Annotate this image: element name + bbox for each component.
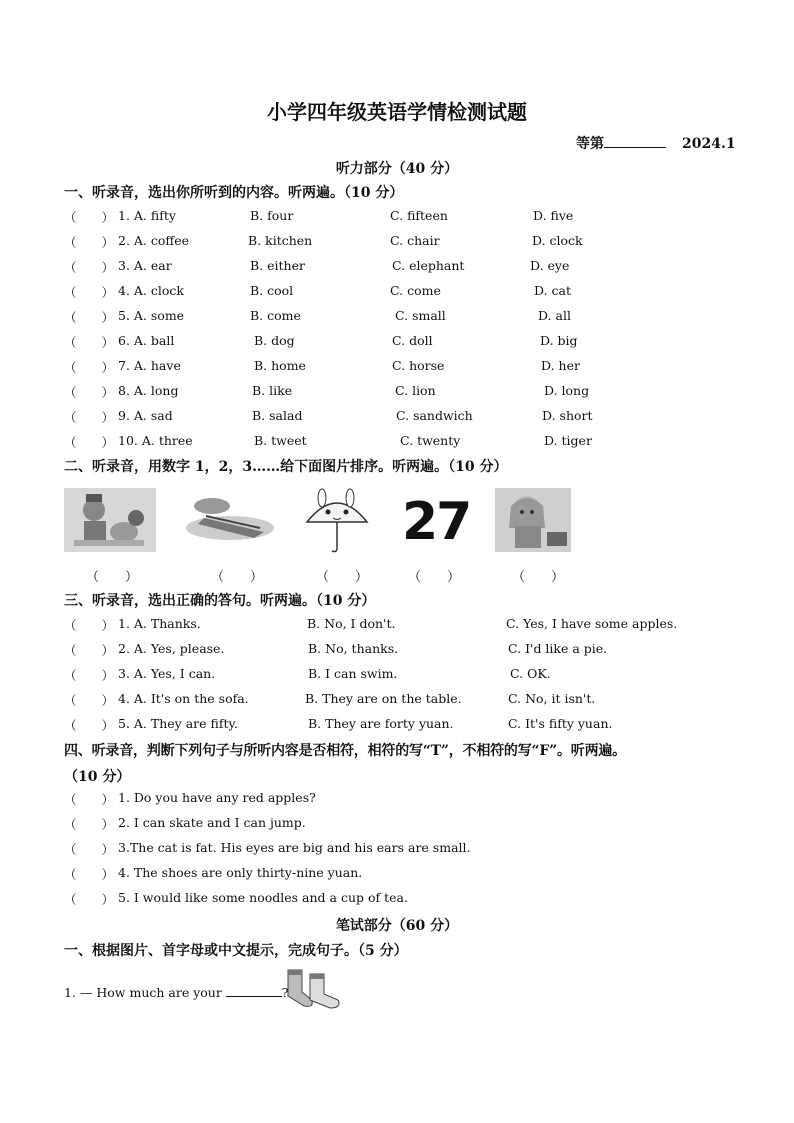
statement-text: 4. The shoes are only thirty-nine yuan. bbox=[118, 865, 363, 880]
socks-picture bbox=[280, 966, 344, 1012]
option-a: 10. A. three bbox=[118, 433, 193, 448]
picture5-answer[interactable]: （ ） bbox=[512, 570, 565, 585]
answer-bracket[interactable]: （ ） bbox=[64, 892, 115, 907]
answer-bracket[interactable]: （ ） bbox=[64, 285, 115, 300]
option-c: C. OK. bbox=[510, 666, 551, 681]
answer-bracket[interactable]: （ ） bbox=[64, 310, 115, 325]
option-a: 9. A. sad bbox=[118, 408, 173, 423]
option-d: D. cat bbox=[534, 283, 571, 298]
option-a: 1. A. Thanks. bbox=[118, 616, 201, 631]
option-a: 4. A. clock bbox=[118, 283, 184, 298]
page-title: 小学四年级英语学情检测试题 bbox=[267, 100, 527, 124]
food-plate-picture bbox=[184, 488, 276, 552]
option-c: C. fifteen bbox=[390, 208, 448, 223]
option-c: C. Yes, I have some apples. bbox=[506, 616, 678, 631]
cartoon-lion-picture bbox=[64, 488, 156, 552]
option-d: D. five bbox=[533, 208, 574, 223]
option-c: C. horse bbox=[392, 358, 445, 373]
answer-bracket[interactable]: （ ） bbox=[64, 435, 115, 450]
grade-and-date bbox=[576, 133, 736, 153]
option-a: 3. A. ear bbox=[118, 258, 172, 273]
option-c: C. It's fifty yuan. bbox=[508, 716, 613, 731]
option-a: 3. A. Yes, I can. bbox=[118, 666, 216, 681]
grade-label: 等第 bbox=[576, 136, 604, 152]
option-b: B. kitchen bbox=[248, 233, 313, 248]
option-b: B. No, I don't. bbox=[307, 616, 396, 631]
option-c: C. doll bbox=[392, 333, 433, 348]
picture2-answer[interactable]: （ ） bbox=[211, 570, 264, 585]
number-27-picture: 27 bbox=[402, 492, 471, 552]
option-c: C. No, it isn't. bbox=[508, 691, 596, 706]
option-c: C. come bbox=[390, 283, 441, 298]
answer-bracket[interactable]: （ ） bbox=[64, 335, 115, 350]
answer-bracket[interactable]: （ ） bbox=[64, 410, 115, 425]
answer-bracket[interactable]: （ ） bbox=[64, 385, 115, 400]
option-b: B. cool bbox=[250, 283, 294, 298]
answer-bracket[interactable]: （ ） bbox=[64, 618, 115, 633]
option-d: D. eye bbox=[530, 258, 570, 273]
answer-bracket[interactable]: （ ） bbox=[64, 235, 115, 250]
section5-heading: 一、根据图片、首字母或中文提示，完成句子。（5 分） bbox=[64, 943, 408, 959]
option-b: B. four bbox=[250, 208, 294, 223]
option-a: 1. A. fifty bbox=[118, 208, 176, 223]
option-c: C. sandwich bbox=[396, 408, 473, 423]
answer-bracket[interactable]: （ ） bbox=[64, 210, 115, 225]
option-a: 2. A. coffee bbox=[118, 233, 190, 248]
statement-text: 2. I can skate and I can jump. bbox=[118, 815, 306, 830]
question-1-blank[interactable] bbox=[226, 985, 282, 997]
option-c: C. chair bbox=[390, 233, 440, 248]
option-a: 7. A. have bbox=[118, 358, 181, 373]
picture4-answer[interactable]: （ ） bbox=[408, 570, 461, 585]
question-1 bbox=[64, 985, 289, 1003]
option-b: B. like bbox=[252, 383, 293, 398]
exam-date: 2024.1 bbox=[682, 136, 736, 152]
option-b: B. come bbox=[250, 308, 301, 323]
section4-heading-line1: 四、听录音，判断下列句子与所听内容是否相符，相符的写“T”，不相符的写“F”。听两遍。 bbox=[64, 743, 626, 759]
option-a: 2. A. Yes, please. bbox=[118, 641, 225, 656]
option-c: C. elephant bbox=[392, 258, 465, 273]
option-b: B. I can swim. bbox=[308, 666, 398, 681]
answer-bracket[interactable]: （ ） bbox=[64, 693, 115, 708]
option-c: C. lion bbox=[395, 383, 436, 398]
answer-bracket[interactable]: （ ） bbox=[64, 718, 115, 733]
option-c: C. small bbox=[395, 308, 446, 323]
statement-text: 1. Do you have any red apples? bbox=[118, 790, 316, 805]
option-b: B. salad bbox=[252, 408, 303, 423]
option-b: B. No, thanks. bbox=[308, 641, 399, 656]
section3-heading: 三、听录音，选出正确的答句。听两遍。（10 分） bbox=[64, 593, 376, 609]
answer-bracket[interactable]: （ ） bbox=[64, 792, 115, 807]
question-1-suffix: ? bbox=[281, 985, 289, 1000]
section4-heading bbox=[64, 740, 744, 786]
option-d: D. her bbox=[541, 358, 580, 373]
writing-part-heading: 笔试部分（60 分） bbox=[335, 918, 459, 934]
option-b: B. dog bbox=[254, 333, 295, 348]
section1-heading: 一、听录音，选出你所听到的内容。听两遍。（10 分） bbox=[64, 185, 404, 201]
option-d: D. long bbox=[544, 383, 590, 398]
answer-bracket[interactable]: （ ） bbox=[64, 360, 115, 375]
girl-doll-picture bbox=[495, 488, 571, 552]
answer-bracket[interactable]: （ ） bbox=[64, 817, 115, 832]
option-b: B. They are on the table. bbox=[305, 691, 462, 706]
option-c: C. I'd like a pie. bbox=[508, 641, 608, 656]
option-a: 4. A. It's on the sofa. bbox=[118, 691, 249, 706]
option-c: C. twenty bbox=[400, 433, 461, 448]
bunny-umbrella-picture bbox=[302, 488, 372, 556]
option-b: B. home bbox=[254, 358, 306, 373]
answer-bracket[interactable]: （ ） bbox=[64, 643, 115, 658]
option-b: B. tweet bbox=[254, 433, 307, 448]
question-1-prefix: 1. — How much are your bbox=[64, 985, 222, 1000]
option-a: 5. A. They are fifty. bbox=[118, 716, 238, 731]
answer-bracket[interactable]: （ ） bbox=[64, 867, 115, 882]
option-a: 6. A. ball bbox=[118, 333, 175, 348]
option-a: 5. A. some bbox=[118, 308, 185, 323]
option-a: 8. A. long bbox=[118, 383, 179, 398]
answer-bracket[interactable]: （ ） bbox=[64, 668, 115, 683]
section4-heading-line2: （10 分） bbox=[64, 769, 131, 785]
answer-bracket[interactable]: （ ） bbox=[64, 842, 115, 857]
statement-text: 5. I would like some noodles and a cup of tea. bbox=[118, 890, 408, 905]
option-d: D. short bbox=[542, 408, 593, 423]
section2-heading: 二、听录音，用数字 1，2，3……给下面图片排序。听两遍。（10 分） bbox=[64, 459, 508, 475]
answer-bracket[interactable]: （ ） bbox=[64, 260, 115, 275]
picture3-answer[interactable]: （ ） bbox=[316, 570, 369, 585]
picture1-answer[interactable]: （ ） bbox=[86, 570, 139, 585]
option-b: B. either bbox=[250, 258, 305, 273]
option-d: D. big bbox=[540, 333, 578, 348]
statement-text: 3.The cat is fat. His eyes are big and his ears are small. bbox=[118, 840, 471, 855]
option-d: D. clock bbox=[532, 233, 583, 248]
option-b: B. They are forty yuan. bbox=[308, 716, 454, 731]
listening-part-heading: 听力部分（40 分） bbox=[335, 161, 459, 177]
option-d: D. tiger bbox=[544, 433, 592, 448]
option-d: D. all bbox=[538, 308, 571, 323]
section2-pictures bbox=[0, 488, 794, 558]
grade-blank[interactable] bbox=[604, 135, 666, 148]
